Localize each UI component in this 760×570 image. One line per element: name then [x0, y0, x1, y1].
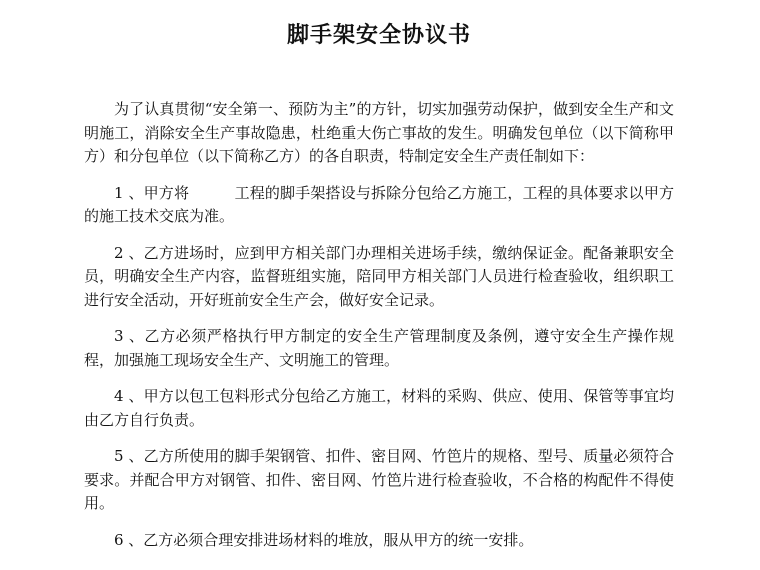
document-title: 脚手架安全协议书	[286, 22, 471, 48]
clause-2: 2 、乙方进场时，应到甲方相关部门办理相关进场手续，缴纳保证金。配备兼职安全员，明确安全生产内容，监督班组实施，陪同甲方相关部门人员进行检查验收，组织职工进行安全活动，开好班前安全生产会，做好安全记录。	[84, 243, 674, 309]
document-page	[84, 18, 674, 552]
clause-6: 6 、乙方必须合理安排进场材料的堆放，服从甲方的统一安排。	[114, 530, 534, 549]
clause-3: 3 、乙方必须严格执行甲方制定的安全生产管理制度及条例，遵守安全生产操作规程，加强施工现场安全生产、文明施工的管理。	[84, 327, 674, 369]
clause-1: 1 、甲方将 工程的脚手架搭设与拆除分包给乙方施工，工程的具体要求以甲方的施工技术交底为准。	[84, 183, 674, 225]
intro-paragraph: 为了认真贯彻“安全第一、预防为主”的方针，切实加强劳动保护，做到安全生产和文明施工，消除安全生产事故隐患，杜绝重大伤亡事故的发生。明确发包单位（以下简称甲方）和分包单位（以下简称乙方）的各自职责，特制定安全生产责任制如下：	[84, 100, 674, 165]
clause-4: 4 、甲方以包工包料形式分包给乙方施工，材料的采购、供应、使用、保管等事宜均由乙方自行负责。	[84, 387, 674, 429]
clause-5: 5 、乙方所使用的脚手架钢管、扣件、密目网、竹笆片的规格、型号、质量必须符合要求。并配合甲方对钢管、扣件、密目网、竹笆片进行检查验收，不合格的构配件不得使用。	[84, 447, 674, 512]
